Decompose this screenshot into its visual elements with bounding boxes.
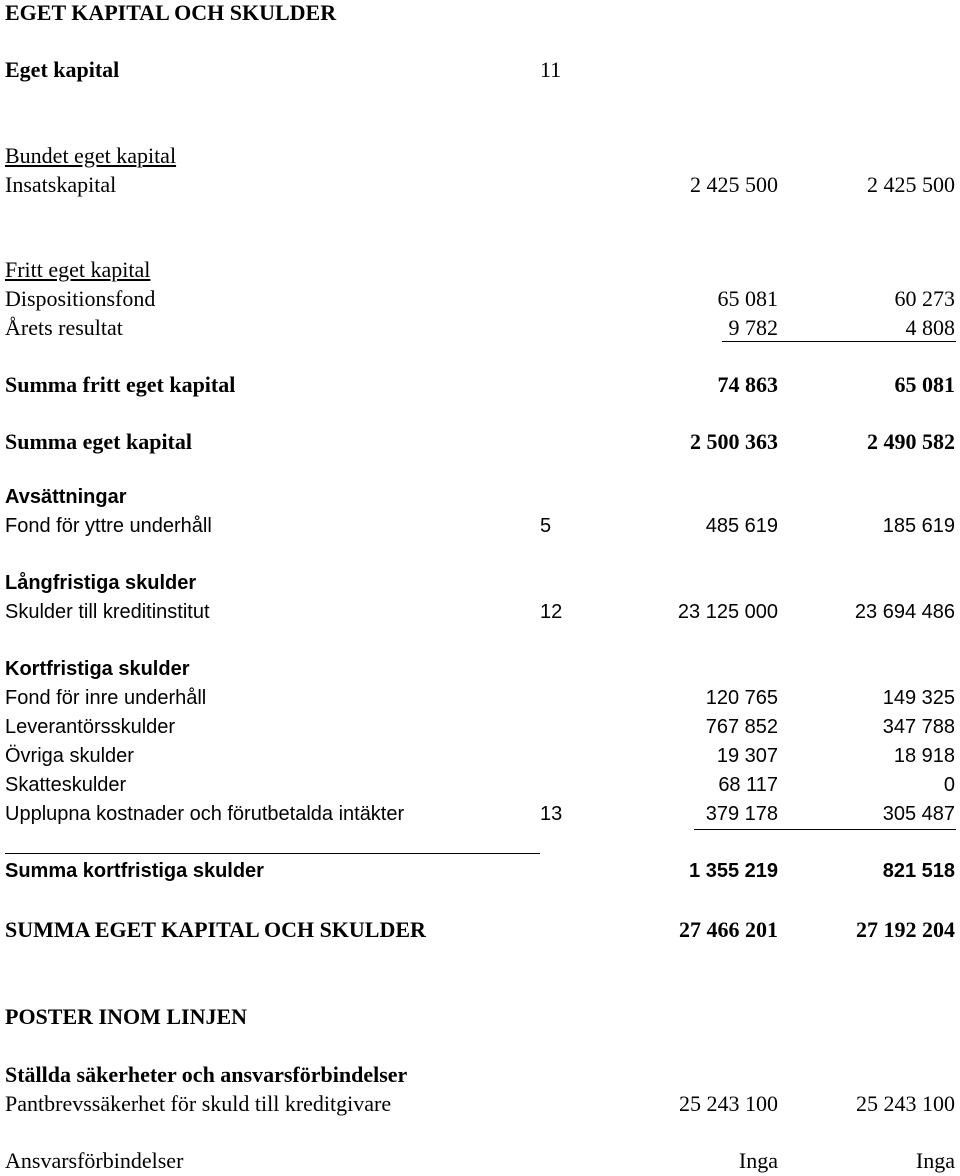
item-value-1: 120 765 xyxy=(705,687,778,709)
item-value-1: 19 307 xyxy=(716,745,778,767)
summa-kortfristiga-label: Summa kortfristiga skulder xyxy=(5,860,264,882)
fond-yttre-value-1: 485 619 xyxy=(705,515,778,537)
avsattningar-heading: Avsättningar xyxy=(5,486,127,508)
insatskapital-value-1: 2 425 500 xyxy=(690,172,778,197)
fritt-heading-row xyxy=(0,257,960,285)
item-value-1: 767 852 xyxy=(705,716,778,738)
page-title: EGET KAPITAL OCH SKULDER xyxy=(5,0,337,25)
ansvar-value-2: Inga xyxy=(915,1148,955,1173)
arets-resultat-label: Årets resultat xyxy=(5,315,123,340)
item-value-2: 0 xyxy=(943,774,955,796)
item-value-1: 68 117 xyxy=(718,774,778,796)
ansvar-row xyxy=(0,1148,960,1176)
item-label: Övriga skulder xyxy=(5,745,134,767)
summa-total-row xyxy=(0,917,960,945)
summa-eget-kapital-value-1: 2 500 363 xyxy=(690,429,778,454)
kortfristiga-heading: Kortfristiga skulder xyxy=(5,658,190,680)
table-row xyxy=(0,716,960,744)
dispositionsfond-value-1: 65 081 xyxy=(717,286,778,311)
arets-resultat-row xyxy=(0,315,960,343)
bundet-heading: Bundet eget kapital xyxy=(5,143,177,168)
summa-fritt-label: Summa fritt eget kapital xyxy=(5,372,236,397)
bundet-heading-row xyxy=(0,143,960,171)
poster-subheading: Ställda säkerheter och ansvarsförbindelser xyxy=(5,1062,408,1087)
dispositionsfond-row xyxy=(0,286,960,314)
langfristiga-heading: Långfristiga skulder xyxy=(5,572,197,594)
item-value-2: 18 918 xyxy=(893,745,955,767)
kreditinstitut-value-2: 23 694 486 xyxy=(854,601,955,623)
item-value-2: 305 487 xyxy=(882,803,955,825)
table-row xyxy=(0,774,960,802)
fritt-heading: Fritt eget kapital xyxy=(5,257,151,282)
summa-total-label: SUMMA EGET KAPITAL OCH SKULDER xyxy=(5,917,426,942)
pantbrev-value-1: 25 243 100 xyxy=(679,1091,778,1116)
summa-kortfristiga-row xyxy=(0,860,960,888)
poster-heading-row xyxy=(0,1004,960,1032)
table-row xyxy=(0,687,960,715)
item-value-2: 149 325 xyxy=(882,687,955,709)
avsattningar-heading-row xyxy=(0,486,960,514)
summa-eget-kapital-value-2: 2 490 582 xyxy=(867,429,955,454)
dispositionsfond-value-2: 60 273 xyxy=(894,286,955,311)
ansvar-value-1: Inga xyxy=(738,1148,778,1173)
insatskapital-value-2: 2 425 500 xyxy=(867,172,955,197)
item-label: Leverantörsskulder xyxy=(5,716,176,738)
summa-fritt-value-1: 74 863 xyxy=(717,372,778,397)
fritt-sum-rule xyxy=(722,341,956,342)
summa-total-value-1: 27 466 201 xyxy=(679,917,778,942)
pantbrev-label: Pantbrevssäkerhet för skuld till kreditgivare xyxy=(5,1091,392,1116)
table-row xyxy=(0,745,960,773)
fond-yttre-label: Fond för yttre underhåll xyxy=(5,515,212,537)
summa-kortfristiga-value-2: 821 518 xyxy=(882,860,955,882)
item-value-1: 379 178 xyxy=(705,803,778,825)
fond-yttre-row xyxy=(0,515,960,543)
summa-eget-kapital-label: Summa eget kapital xyxy=(5,429,192,454)
summa-fritt-row xyxy=(0,372,960,400)
eget-kapital-row xyxy=(0,57,960,85)
fond-yttre-note: 5 xyxy=(540,515,552,537)
kortfristiga-divider xyxy=(5,853,540,854)
eget-kapital-note: 11 xyxy=(540,57,562,82)
table-row xyxy=(0,803,960,831)
langfristiga-heading-row xyxy=(0,572,960,600)
insatskapital-label: Insatskapital xyxy=(5,172,117,197)
kreditinstitut-value-1: 23 125 000 xyxy=(677,601,778,623)
summa-fritt-value-2: 65 081 xyxy=(894,372,955,397)
item-label: Skatteskulder xyxy=(5,774,127,796)
item-value-2: 347 788 xyxy=(882,716,955,738)
arets-resultat-value-2: 4 808 xyxy=(905,315,955,340)
pantbrev-row xyxy=(0,1091,960,1119)
ansvar-label: Ansvarsförbindelser xyxy=(5,1148,184,1173)
heading-row xyxy=(0,0,960,28)
kreditinstitut-row xyxy=(0,601,960,629)
insatskapital-row xyxy=(0,172,960,200)
summa-eget-kapital-row xyxy=(0,429,960,457)
item-note: 13 xyxy=(540,803,563,825)
poster-subheading-row xyxy=(0,1062,960,1090)
item-label: Upplupna kostnader och förutbetalda intäkter xyxy=(5,803,405,825)
fond-yttre-value-2: 185 619 xyxy=(882,515,955,537)
kreditinstitut-label: Skulder till kreditinstitut xyxy=(5,601,210,623)
eget-kapital-label: Eget kapital xyxy=(5,57,120,82)
kreditinstitut-note: 12 xyxy=(540,601,563,623)
dispositionsfond-label: Dispositionsfond xyxy=(5,286,156,311)
summa-total-value-2: 27 192 204 xyxy=(856,917,955,942)
pantbrev-value-2: 25 243 100 xyxy=(856,1091,955,1116)
kortfristiga-values-rule xyxy=(694,829,956,830)
arets-resultat-value-1: 9 782 xyxy=(728,315,778,340)
kortfristiga-heading-row xyxy=(0,658,960,686)
item-label: Fond för inre underhåll xyxy=(5,687,207,709)
poster-heading: POSTER INOM LINJEN xyxy=(5,1004,248,1029)
summa-kortfristiga-value-1: 1 355 219 xyxy=(689,860,778,882)
